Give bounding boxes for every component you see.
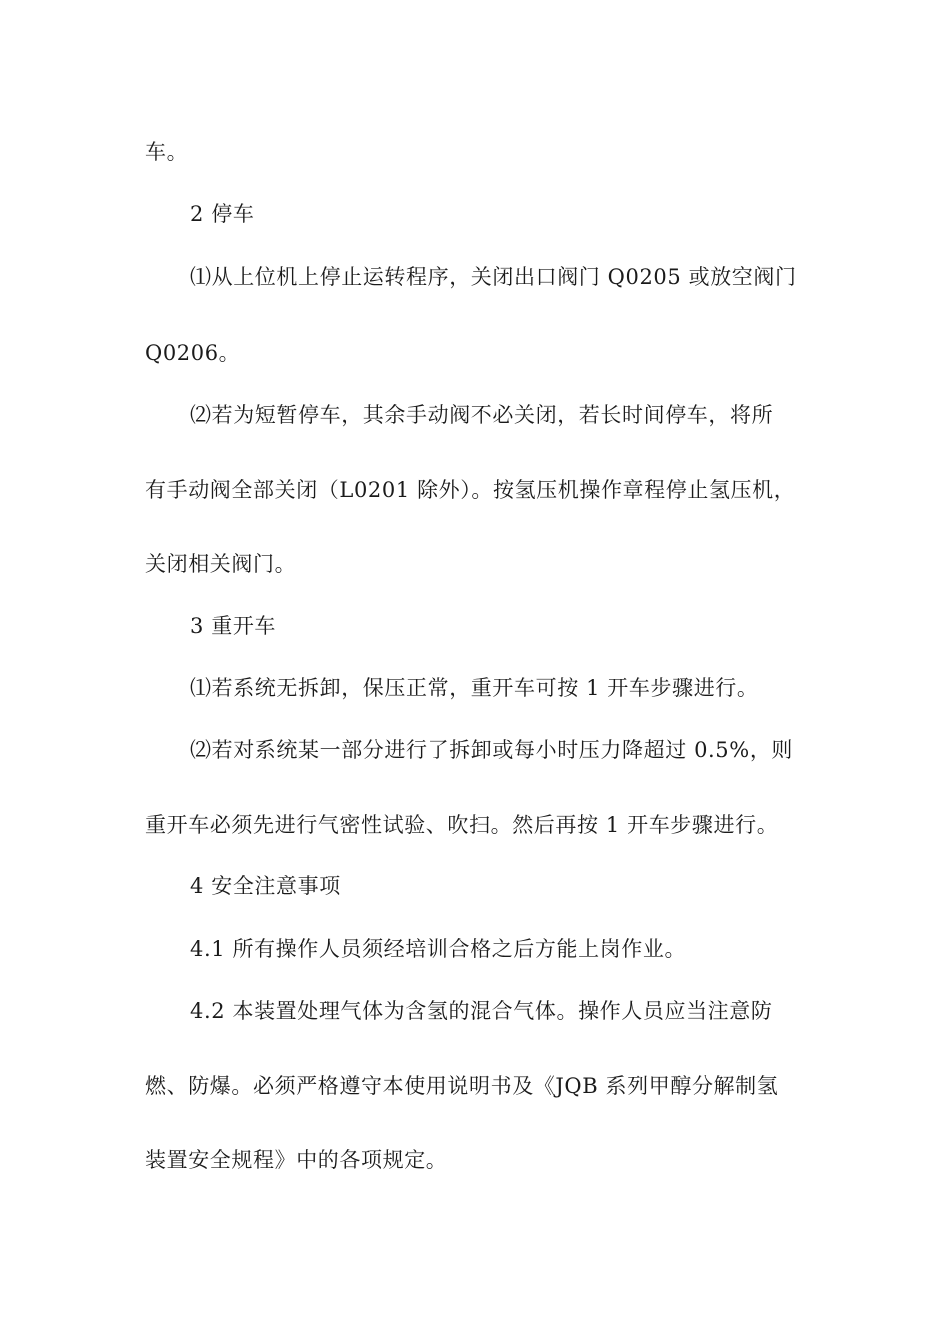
section-heading-safety: 4 安全注意事项 xyxy=(190,874,341,898)
paragraph-line: 燃、防爆。必须严格遵守本使用说明书及《JQB 系列甲醇分解制氢 xyxy=(145,1074,779,1098)
paragraph-line: 重开车必须先进行气密性试验、吹扫。然后再按 1 开车步骤进行。 xyxy=(145,813,779,837)
paragraph-line: 4.1 所有操作人员须经培训合格之后方能上岗作业。 xyxy=(190,937,687,961)
paragraph-line: 4.2 本装置处理气体为含氢的混合气体。操作人员应当注意防 xyxy=(190,999,773,1023)
section-heading-restart: 3 重开车 xyxy=(190,614,277,638)
paragraph-line: 有手动阀全部关闭（L0201 除外）。按氢压机操作章程停止氢压机， xyxy=(145,478,796,502)
section-heading-stop: 2 停车 xyxy=(190,202,255,226)
paragraph-line: ⑴从上位机上停止运转程序，关闭出口阀门 Q0205 或放空阀门 xyxy=(190,265,797,289)
paragraph-line: ⑵若对系统某一部分进行了拆卸或每小时压力降超过 0.5%，则 xyxy=(190,738,794,762)
paragraph-line: Q0206。 xyxy=(145,341,241,365)
paragraph-line: ⑵若为短暂停车，其余手动阀不必关闭，若长时间停车，将所 xyxy=(190,403,774,427)
paragraph-line: 装置安全规程》中的各项规定。 xyxy=(145,1148,448,1172)
paragraph-line: 车。 xyxy=(145,140,189,164)
paragraph-line: ⑴若系统无拆卸，保压正常，重开车可按 1 开车步骤进行。 xyxy=(190,676,759,700)
paragraph-line: 关闭相关阀门。 xyxy=(145,552,297,576)
